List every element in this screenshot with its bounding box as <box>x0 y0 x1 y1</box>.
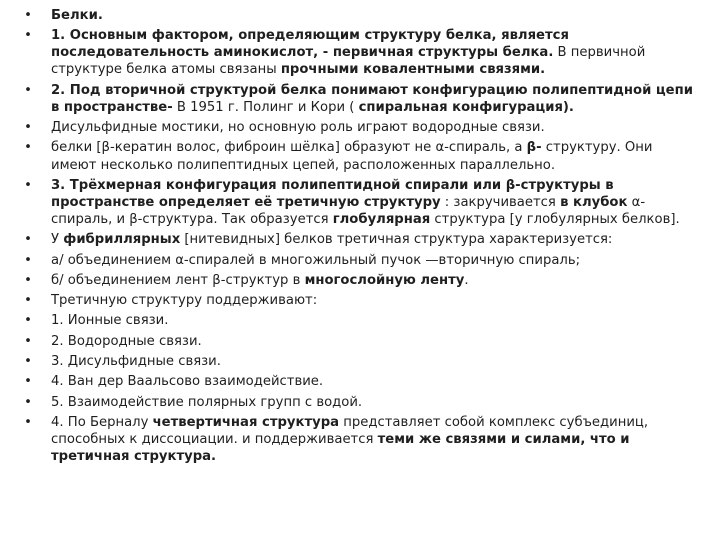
list-item <box>22 333 694 350</box>
bold-text: 1. Основным фактором, определяющим структуру белка, является последовательность аминокислот, - первичная структуры белка. <box>51 28 569 61</box>
bold-text: в клубок <box>560 194 628 210</box>
text-segment: Третичную структуру поддерживают: <box>51 293 318 309</box>
bold-text: прочными ковалентными связями. <box>280 62 546 78</box>
list-item <box>22 7 694 24</box>
bold-text: Белки. <box>51 8 103 23</box>
text-segment: 2. Водородные связи. <box>51 333 202 349</box>
bullet-icon: • <box>24 394 32 410</box>
bullet-icon: • <box>24 313 32 329</box>
bullet-icon: • <box>24 177 32 193</box>
list-item <box>22 292 694 309</box>
text-segment: В 1951 г. Полинг и Кори ( <box>172 99 359 115</box>
list-item <box>22 272 694 289</box>
list-item <box>22 177 694 228</box>
bold-text: теми же связями и силами, что и третичная структура. <box>51 431 630 464</box>
bullet-icon: • <box>24 414 32 430</box>
text-segment: : закручивается <box>440 194 561 210</box>
text-segment: В первичной структуре белка атомы связаны <box>51 45 646 78</box>
bold-text: 2. Под вторичной структурой белка понимают конфигурацию полипептидной цепи в пространстве- <box>51 82 693 115</box>
bold-text: β- <box>526 140 542 156</box>
bullet-icon: • <box>24 374 32 390</box>
bold-text: 3. Трёхмерная конфигурация полипептидной спирали или β-структуры в пространстве определяет её третичную структуру <box>51 177 614 210</box>
list-item <box>22 252 694 269</box>
bullet-icon: • <box>24 8 32 23</box>
list-item <box>22 414 694 465</box>
text-segment: . <box>464 272 469 288</box>
bullet-icon: • <box>24 333 32 349</box>
text-segment: α- спираль, и β-структура. Так образуется <box>51 194 646 227</box>
bullet-list <box>22 7 694 468</box>
text-segment: белки [β-кератин волос, фиброин шёлка] образуют не α-спираль, а <box>51 140 527 156</box>
text-segment: структура [у глобулярных белков]. <box>430 211 680 227</box>
list-item <box>22 312 694 329</box>
text-segment: 4. По Берналу <box>51 414 153 430</box>
text-segment: Дисульфидные мостики, но основную роль играют водородные связи. <box>51 120 545 136</box>
bullet-icon: • <box>24 140 32 156</box>
bullet-icon: • <box>24 272 32 288</box>
list-item <box>22 373 694 390</box>
text-segment: представляет собой комплекс субъединиц, способных к диссоциации. и поддерживается <box>51 414 649 447</box>
bullet-icon: • <box>24 120 32 136</box>
list-item <box>22 353 694 370</box>
bold-text: глобулярная <box>332 211 431 227</box>
bold-text: спиральная конфигурация). <box>358 99 574 115</box>
list-item <box>22 231 694 248</box>
text-segment: структуру. Они имеют несколько полипептидных цепей, расположенных параллельно. <box>51 140 653 173</box>
text-segment: 4. Ван дер Ваальсово взаимодействие. <box>51 374 324 390</box>
bullet-icon: • <box>24 293 32 309</box>
bullet-icon: • <box>24 252 32 268</box>
list-item <box>22 27 694 78</box>
list-item <box>22 119 694 136</box>
text-segment: 3. Дисульфидные связи. <box>51 353 221 369</box>
text-segment: б/ объединением лент β-структур в <box>51 272 305 288</box>
text-segment: [нитевидных] белков третичная структура характеризуется: <box>180 232 613 248</box>
text-segment: 1. Ионные связи. <box>51 313 169 329</box>
list-item <box>22 394 694 411</box>
bullet-icon: • <box>24 82 32 98</box>
bold-text: фибриллярных <box>63 232 181 248</box>
bullet-icon: • <box>24 353 32 369</box>
list-item <box>22 82 694 116</box>
bullet-icon: • <box>24 232 32 248</box>
bullet-icon: • <box>24 28 32 44</box>
bold-text: четвертичная структура <box>152 414 340 430</box>
list-item <box>22 139 694 173</box>
text-segment: 5. Взаимодействие полярных групп с водой. <box>51 394 363 410</box>
bold-text: многослойную ленту <box>304 272 465 288</box>
text-segment: У <box>51 232 64 248</box>
text-segment: а/ объединением α-спиралей в многожильный пучок —вторичную спираль; <box>51 252 581 268</box>
